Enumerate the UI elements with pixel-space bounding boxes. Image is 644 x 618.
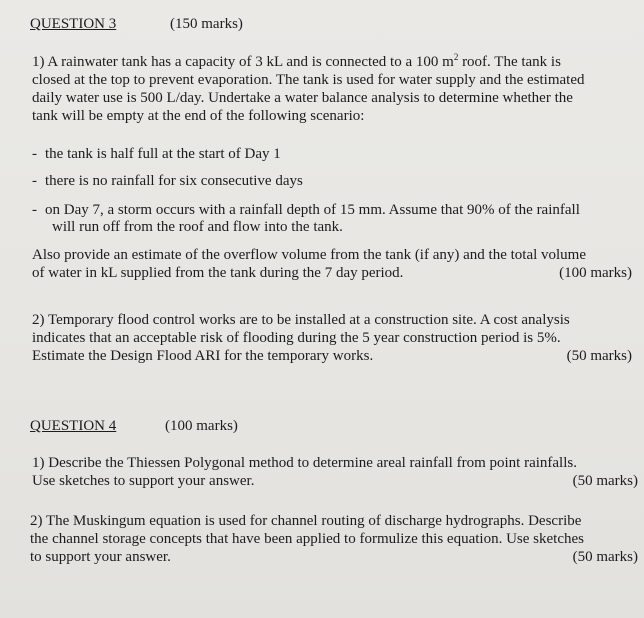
q3-part2-line1: 2) Temporary flood control works are to be installed at a construction site. A cost analysis bbox=[32, 312, 570, 328]
q3-also-line1: Also provide an estimate of the overflow volume from the tank (if any) and the total volume bbox=[32, 247, 587, 263]
q4-part2-line1: 2) The Muskingum equation is used for channel routing of discharge hydrographs. Describe bbox=[30, 513, 582, 529]
q4-part1-marks: (50 marks) bbox=[572, 473, 638, 489]
bullet-dash: - bbox=[32, 146, 37, 162]
q3-part1-line4: tank will be empty at the end of the following scenario: bbox=[32, 108, 365, 124]
q3-part2-line3: Estimate the Design Flood ARI for the temporary works. bbox=[32, 348, 374, 364]
q4-part2-marks: (50 marks) bbox=[572, 549, 638, 565]
bullet-item-2: there is no rainfall for six consecutive days bbox=[45, 173, 303, 189]
question-3-title: QUESTION 3 bbox=[30, 16, 117, 32]
bullet-item-3-line2: will run off from the roof and flow into the tank. bbox=[52, 219, 343, 235]
q4-part2-line2: the channel storage concepts that have been applied to formulize this equation. Use sketches bbox=[30, 531, 584, 547]
question-3-marks: (150 marks) bbox=[170, 16, 243, 32]
question-4-marks: (100 marks) bbox=[165, 418, 238, 434]
q3-part2-marks: (50 marks) bbox=[566, 348, 632, 364]
q3-part1-line3: daily water use is 500 L/day. Undertake a water balance analysis to determine whether the bbox=[32, 90, 573, 106]
q4-part1-line1: 1) Describe the Thiessen Polygonal method to determine areal rainfall from point rainfalls. bbox=[32, 455, 577, 471]
question-4-title: QUESTION 4 bbox=[30, 418, 117, 434]
q3-part1-line2: closed at the top to prevent evaporation. The tank is used for water supply and the estimated bbox=[32, 72, 585, 88]
bullet-item-1: the tank is half full at the start of Day 1 bbox=[45, 146, 281, 162]
bullet-dash: - bbox=[32, 202, 37, 218]
bullet-dash: - bbox=[32, 173, 37, 189]
bullet-item-3-line1: on Day 7, a storm occurs with a rainfall depth of 15 mm. Assume that 90% of the rainfall bbox=[45, 202, 580, 218]
q3-part1-line1: 1) A rainwater tank has a capacity of 3 kL and is connected to a 100 $m^2$ roof. The tank is bbox=[32, 52, 561, 70]
q4-part1-line2: Use sketches to support your answer. bbox=[32, 473, 255, 489]
q4-part2-line3: to support your answer. bbox=[30, 549, 171, 565]
q3-part1-marks: (100 marks) bbox=[559, 265, 632, 281]
q3-also-line2: of water in kL supplied from the tank during the 7 day period. bbox=[32, 265, 404, 281]
q3-part2-line2: indicates that an acceptable risk of flooding during the 5 year construction period is 5%. bbox=[32, 330, 561, 346]
